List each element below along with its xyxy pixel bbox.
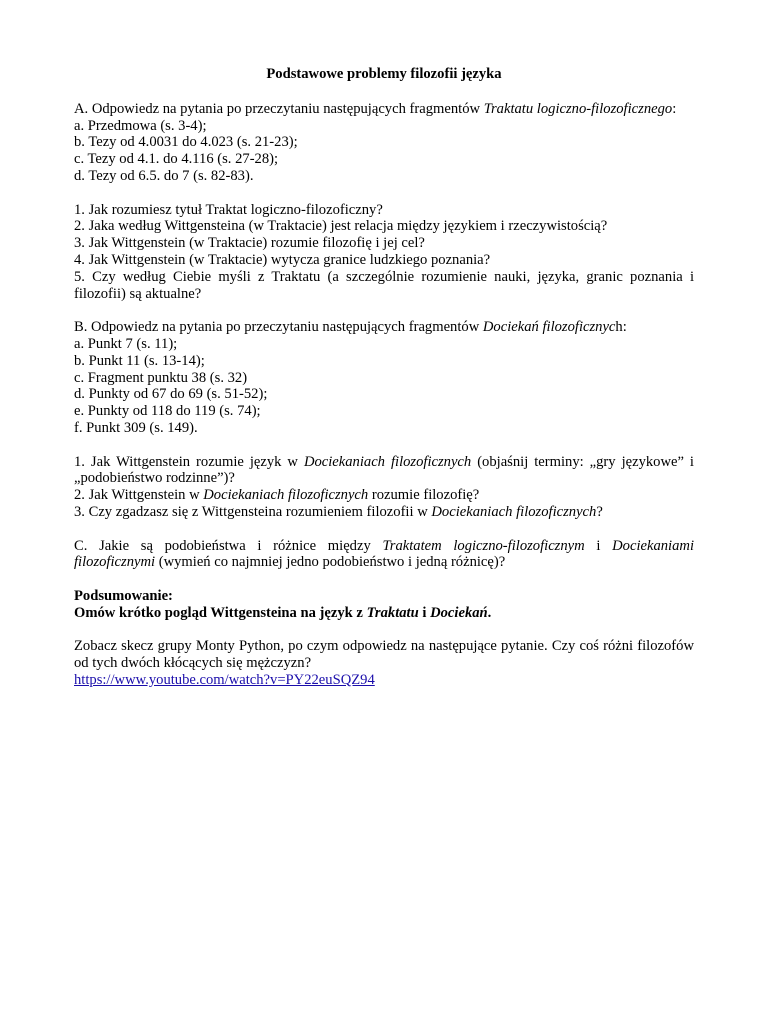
section-a-question-1: 1. Jak rozumiesz tytuł Traktat logiczno-filozoficzny? [74,201,383,218]
summary-title-2: Dociekań [430,604,488,621]
section-c-conjunction: i [584,537,613,554]
section-b-question-3-title: Dociekaniach filozoficznych [431,503,597,520]
spacer [74,302,694,319]
section-a-intro-title: Traktatu logiczno-filozoficznego [483,100,673,117]
spacer [74,521,694,538]
section-b-intro [74,319,694,336]
section-a-intro-end: : [672,100,677,117]
section-a-fragment-a: a. Przedmowa (s. 3-4); [74,117,207,134]
section-a-question-4: 4. Jak Wittgenstein (w Traktacie) wytycza granice ludzkiego poznania? [74,251,491,268]
section-b-fragment-c: c. Fragment punktu 38 (s. 32) [74,369,248,386]
section-a-intro-text: A. Odpowiedz na pytania po przeczytaniu następujących fragmentów [74,100,484,117]
summary-task [74,605,694,622]
section-b-fragment-d: d. Punkty od 67 do 69 (s. 51-52); [74,386,268,403]
section-b-question-2-title: Dociekaniach filozoficznych [203,487,369,504]
document-page [74,66,694,689]
spacer [74,622,694,639]
spacer [74,185,694,202]
section-b-question-2 [74,487,694,504]
section-b-question-1-text: 1. Jak Wittgenstein rozumie język w [74,453,304,470]
summary-heading: Podsumowanie: [74,587,173,604]
spacer [74,437,694,454]
section-a-question-2: 2. Jaka według Wittgensteina (w Traktacie) jest relacja między językiem i rzeczywistością? [74,218,608,235]
section-b-question-1-title: Dociekaniach filozoficznych [303,453,472,470]
section-b-question-1 [74,454,694,488]
section-a-fragment-b: b. Tezy od 4.0031 do 4.023 (s. 21-23); [74,134,298,151]
section-b-question-3-text: 3. Czy zgadzasz się z Wittgensteina rozumieniem filozofii w [74,503,432,520]
summary-text: Omów krótko pogląd Wittgensteina na język z [74,604,367,621]
section-c-title-2: Dociekaniami filozoficznymi [74,537,695,571]
section-b-intro-end: h: [615,319,627,336]
section-b-question-3-end: ? [596,503,603,520]
youtube-link-line [74,672,694,689]
section-b-fragment-b: b. Punkt 11 (s. 13-14); [74,352,205,369]
section-c-question [74,538,694,572]
section-b-fragment-a: a. Punkt 7 (s. 11); [74,335,178,352]
section-b-question-2-end: rozumie filozofię? [368,487,480,504]
section-b-fragment-f: f. Punkt 309 (s. 149). [74,419,198,436]
section-c-end: (wymień co najmniej jedno podobieństwo i jedną różnicę)? [155,554,506,571]
section-b-question-2-text: 2. Jak Wittgenstein w [74,487,204,504]
summary-title-1: Traktatu [366,604,419,621]
section-b-question-3 [74,504,694,521]
section-a-fragment-c: c. Tezy od 4.1. do 4.116 (s. 27-28); [74,151,279,168]
spacer [74,571,694,588]
section-c-text: C. Jakie są podobieństwa i różnice między [74,537,383,554]
section-a-fragment-d: d. Tezy od 6.5. do 7 (s. 82-83). [74,167,254,184]
section-b-fragment-e: e. Punkty od 118 do 119 (s. 74); [74,403,261,420]
section-a-question-3: 3. Jak Wittgenstein (w Traktacie) rozumie filozofię i jej cel? [74,235,425,252]
section-c-title-1: Traktatem logiczno-filozoficznym [382,537,585,554]
summary-conjunction: i [418,604,431,621]
section-b-question-1-end: (objaśnij terminy: „gry językowe” i „podobieństwo rodzinne”)? [74,453,694,487]
document-title: Podstawowe problemy filozofii języka [266,66,502,82]
section-a-question-5: 5. Czy według Ciebie myśli z Traktatu (a szczególnie rozumienie nauki, języka, granic poznania i filozofii) są aktualne? [74,268,694,302]
monty-python-task: Zobacz skecz grupy Monty Python, po czym odpowiedz na następujące pytanie. Czy coś różni filozofów od tych dwóch kłócących się mężczyzn? [74,638,694,672]
section-b-intro-text: B. Odpowiedz na pytania po przeczytaniu następujących fragmentów [74,319,483,336]
section-a-intro [74,101,694,118]
section-b-intro-title: Dociekań filozoficznyc [482,319,616,336]
summary-end: . [487,604,492,621]
youtube-link[interactable]: https://www.youtube.com/watch?v=PY22euSQZ94 [74,671,375,688]
